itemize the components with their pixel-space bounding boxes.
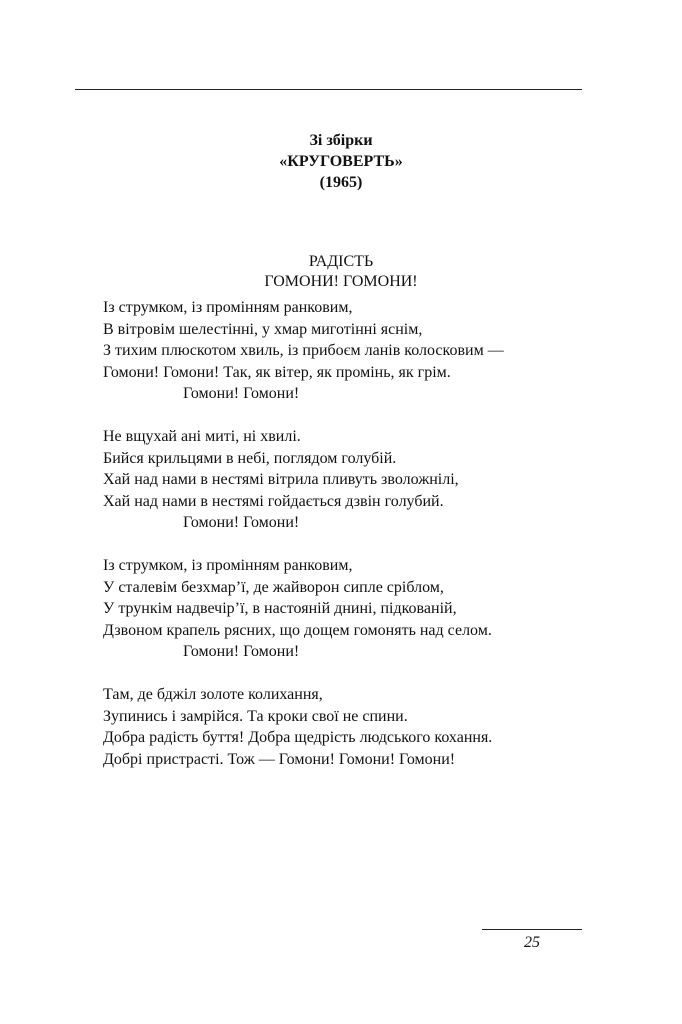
stanza-2 bbox=[103, 426, 459, 534]
verse-line: Там, де бджіл золоте колихання, bbox=[103, 686, 323, 703]
page-number: 25 bbox=[524, 934, 540, 951]
stanza-3 bbox=[103, 555, 492, 663]
poem-heading bbox=[0, 252, 682, 292]
collection-header bbox=[0, 130, 682, 193]
verse-line: Із струмком, із промінням ранковим, bbox=[103, 557, 353, 574]
collection-title: «КРУГОВЕРТЬ» bbox=[279, 153, 403, 170]
verse-line: Добрі пристрасті. Тож — Гомони! Гомони! Гомони! bbox=[103, 750, 456, 768]
verse-line: З тихим плюскотом хвиль, із прибоєм ланів колосковим — bbox=[103, 342, 504, 359]
poem-subtitle: ГОМОНИ! ГОМОНИ! bbox=[264, 273, 418, 290]
verse-line: У сталевім безхмар’ї, де жайворон сипле сріблом, bbox=[103, 578, 444, 596]
top-rule bbox=[75, 89, 582, 90]
refrain-line: Гомони! Гомони! bbox=[183, 643, 300, 660]
verse-line: Гомони! Гомони! Так, як вітер, як промінь, як грім. bbox=[103, 363, 451, 381]
stanza-4 bbox=[103, 684, 492, 770]
verse-line: Хай над нами в нестямі вітрила пливуть зволожнілі, bbox=[103, 471, 459, 488]
poem-title: РАДІСТЬ bbox=[308, 253, 374, 270]
footer-rule bbox=[482, 929, 582, 930]
refrain-line: Гомони! Гомони! bbox=[183, 514, 300, 531]
verse-line: У трункім надвечір’ї, в настояній днині, підкованій, bbox=[103, 600, 457, 617]
verse-line: Не вщухай ані миті, ні хвилі. bbox=[103, 428, 301, 445]
collection-year: (1965) bbox=[319, 174, 363, 191]
verse-line: Із струмком, із промінням ранковим, bbox=[103, 299, 353, 316]
verse-line: В вітровім шелестінні, у хмар миготінні яснім, bbox=[103, 320, 423, 338]
refrain-line: Гомони! Гомони! bbox=[183, 385, 300, 402]
verse-line: Хай над нами в нестямі гойдається дзвін голубий. bbox=[103, 492, 444, 510]
verse-line: Зупинись і замрійся. Та кроки свої не спини. bbox=[103, 707, 408, 725]
stanza-1 bbox=[103, 297, 504, 405]
header-line: Зі збірки bbox=[309, 132, 373, 149]
verse-line: Дзвоном крапель рясних, що дощем гомонять над селом. bbox=[103, 621, 492, 639]
verse-line: Добра радість буття! Добра щедрість людського кохання. bbox=[103, 729, 493, 746]
verse-line: Бийся крильцями в небі, поглядом голубій. bbox=[103, 449, 397, 467]
